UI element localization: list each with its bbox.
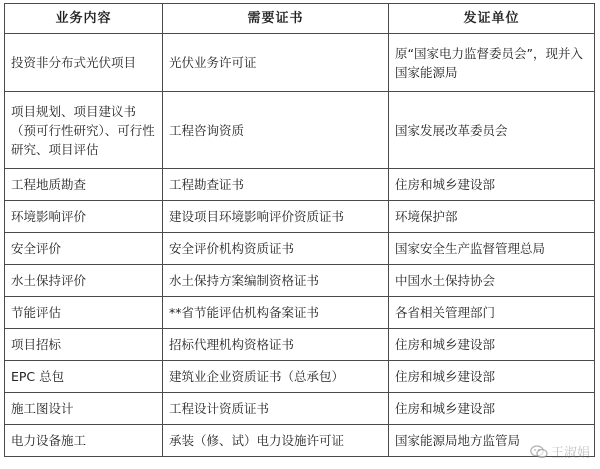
cell-required-certificate: 光伏业务许可证 (163, 34, 389, 92)
table-row (5, 233, 595, 265)
cell-issuing-authority: 住房和城乡建设部 (389, 361, 595, 393)
table-row (5, 169, 595, 201)
cell-required-certificate: 工程设计资质证书 (163, 393, 389, 425)
cell-business-content: 项目招标 (5, 329, 163, 361)
cell-issuing-authority: 国家发展改革委员会 (389, 92, 595, 169)
watermark-text: 王淑娟 (550, 446, 590, 461)
header-required-certificate: 需要证书 (163, 4, 389, 34)
cell-business-content: 节能评估 (5, 297, 163, 329)
table-row (5, 265, 595, 297)
header-business-content: 业务内容 (5, 4, 163, 34)
table-row (5, 201, 595, 233)
cell-business-content: 投资非分布式光伏项目 (5, 34, 163, 92)
header-issuing-authority: 发证单位 (389, 4, 595, 34)
cell-business-content: 项目规划、项目建议书（预可行性研究）、可行性研究、项目评估 (5, 92, 163, 169)
table-row (5, 393, 595, 425)
cell-required-certificate: 安全评价机构资质证书 (163, 233, 389, 265)
cell-required-certificate: 招标代理机构资格证书 (163, 329, 389, 361)
table-row (5, 329, 595, 361)
cell-required-certificate: 工程勘查证书 (163, 169, 389, 201)
cell-business-content: 安全评价 (5, 233, 163, 265)
table-row (5, 425, 595, 457)
cell-issuing-authority: 各省相关管理部门 (389, 297, 595, 329)
cell-issuing-authority: 原“国家电力监督委员会”，现并入国家能源局 (389, 34, 595, 92)
table-row (5, 361, 595, 393)
cell-issuing-authority: 住房和城乡建设部 (389, 329, 595, 361)
certificate-table (4, 3, 595, 457)
cell-business-content: 施工图设计 (5, 393, 163, 425)
cell-business-content: 工程地质勘查 (5, 169, 163, 201)
cell-required-certificate: 建筑业企业资质证书（总承包） (163, 361, 389, 393)
cell-business-content: EPC 总包 (5, 361, 163, 393)
cell-business-content: 电力设备施工 (5, 425, 163, 457)
cell-required-certificate: 工程咨询资质 (163, 92, 389, 169)
cell-issuing-authority: 中国水土保持协会 (389, 265, 595, 297)
cell-business-content: 水土保持评价 (5, 265, 163, 297)
table-row (5, 92, 595, 169)
table-row (5, 297, 595, 329)
cell-issuing-authority: 住房和城乡建设部 (389, 393, 595, 425)
table-header-row (5, 4, 595, 34)
table-row (5, 34, 595, 92)
cell-issuing-authority: 环境保护部 (389, 201, 595, 233)
cell-required-certificate: 水土保持方案编制资格证书 (163, 265, 389, 297)
cell-required-certificate: 建设项目环境影响评价资质证书 (163, 201, 389, 233)
cell-required-certificate: **省节能评估机构备案证书 (163, 297, 389, 329)
cell-issuing-authority: 住房和城乡建设部 (389, 169, 595, 201)
cell-business-content: 环境影响评价 (5, 201, 163, 233)
cell-issuing-authority: 国家能源局地方监管局 (389, 425, 595, 457)
cell-required-certificate: 承装（修、试）电力设施许可证 (163, 425, 389, 457)
cell-issuing-authority: 国家安全生产监督管理总局 (389, 233, 595, 265)
